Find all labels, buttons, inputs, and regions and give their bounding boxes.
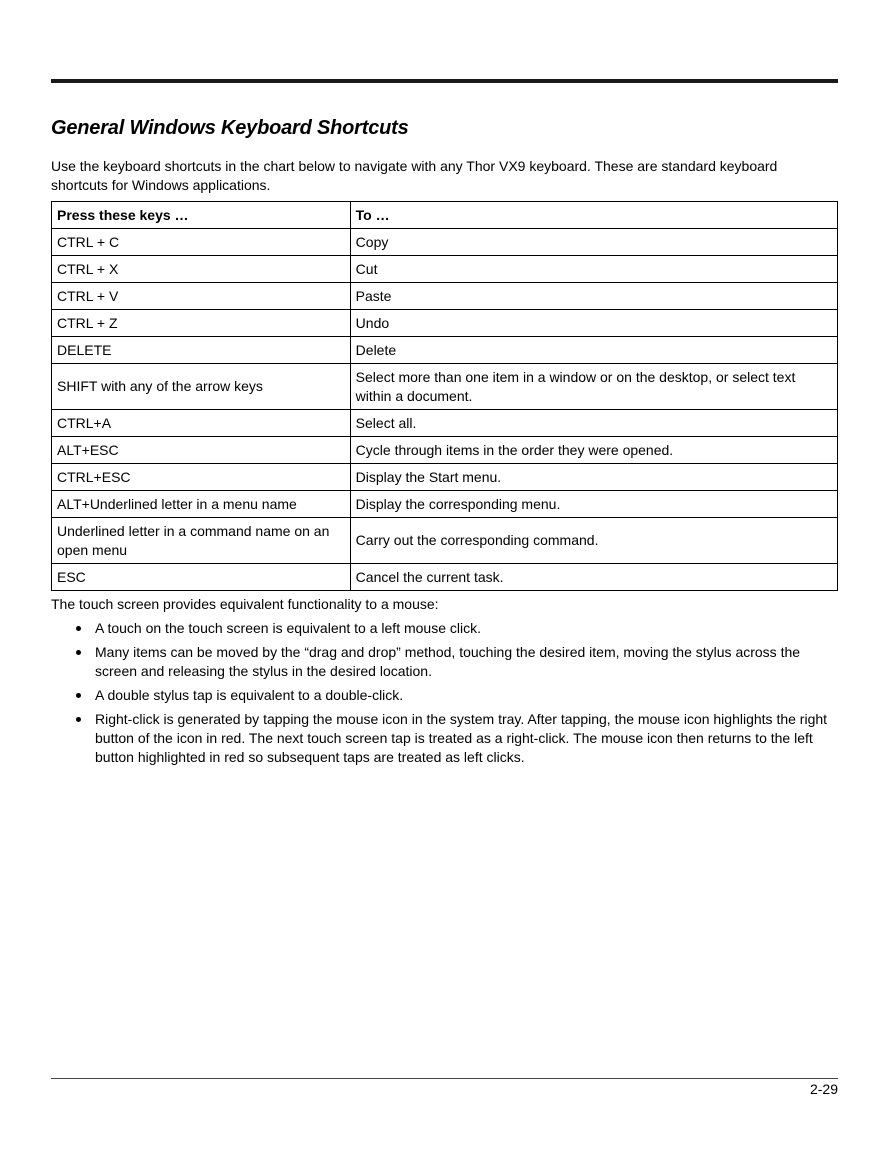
shortcut-action: Undo — [350, 310, 837, 337]
list-item — [51, 619, 838, 638]
list-item-text: A double stylus tap is equivalent to a double-click. — [95, 687, 404, 703]
shortcut-keys: ALT+ESC — [52, 437, 351, 464]
column-header-action: To … — [350, 202, 837, 229]
table-row — [52, 564, 838, 591]
table-row — [52, 229, 838, 256]
intro-paragraph: Use the keyboard shortcuts in the chart below to navigate with any Thor VX9 keyboard. These are standard keyboard shortcuts for Windows applications. — [51, 158, 778, 193]
shortcut-action: Paste — [350, 283, 837, 310]
shortcut-keys: ESC — [52, 564, 351, 591]
shortcut-keys: Underlined letter in a command name on an open menu — [52, 518, 351, 564]
table-row — [52, 491, 838, 518]
column-header-keys: Press these keys … — [52, 202, 351, 229]
shortcut-keys: CTRL+ESC — [52, 464, 351, 491]
table-row — [52, 464, 838, 491]
shortcut-action: Carry out the corresponding command. — [350, 518, 837, 564]
list-item — [51, 686, 838, 705]
list-item — [51, 643, 838, 681]
table-row — [52, 310, 838, 337]
shortcut-keys: SHIFT with any of the arrow keys — [52, 364, 351, 410]
shortcut-action: Display the corresponding menu. — [350, 491, 837, 518]
shortcut-keys: ALT+Underlined letter in a menu name — [52, 491, 351, 518]
bullet-icon — [76, 693, 81, 698]
shortcut-keys: CTRL + Z — [52, 310, 351, 337]
table-row — [52, 283, 838, 310]
shortcut-action: Delete — [350, 337, 837, 364]
table-row — [52, 256, 838, 283]
footer-rule — [51, 1078, 838, 1079]
shortcut-keys: CTRL + C — [52, 229, 351, 256]
section-title: General Windows Keyboard Shortcuts — [51, 117, 409, 139]
bullet-icon — [76, 650, 81, 655]
table-row — [52, 337, 838, 364]
shortcuts-table — [51, 201, 838, 591]
shortcut-keys: CTRL + X — [52, 256, 351, 283]
touch-intro: The touch screen provides equivalent functionality to a mouse: — [51, 596, 439, 612]
list-item-text: Many items can be moved by the “drag and drop” method, touching the desired item, moving the stylus across the screen and releasing the stylus in the desired location. — [95, 644, 801, 679]
bullet-icon — [76, 626, 81, 631]
page-number: 2-29 — [809, 1081, 838, 1097]
shortcut-action: Display the Start menu. — [350, 464, 837, 491]
shortcut-keys: DELETE — [52, 337, 351, 364]
shortcut-action: Copy — [350, 229, 837, 256]
table-row — [52, 437, 838, 464]
list-item-text: A touch on the touch screen is equivalent to a left mouse click. — [95, 620, 481, 636]
bullet-icon — [76, 717, 81, 722]
header-rule — [51, 79, 838, 83]
table-header-row — [52, 202, 838, 229]
shortcut-action: Cycle through items in the order they were opened. — [350, 437, 837, 464]
list-item-text: Right-click is generated by tapping the mouse icon in the system tray. After tapping, the mouse icon highlights the right button of the icon in red. The next touch screen tap is treated as a right-click. The mouse icon then returns to the left button highlighted in red so subsequent taps are treated as left clicks. — [95, 711, 828, 765]
table-row — [52, 518, 838, 564]
shortcut-keys: CTRL+A — [52, 410, 351, 437]
shortcut-action: Select all. — [350, 410, 837, 437]
table-row — [52, 364, 838, 410]
list-item — [51, 710, 838, 767]
shortcut-action: Cancel the current task. — [350, 564, 837, 591]
shortcut-action: Cut — [350, 256, 837, 283]
shortcut-keys: CTRL + V — [52, 283, 351, 310]
shortcut-action: Select more than one item in a window or on the desktop, or select text within a document. — [350, 364, 837, 410]
table-row — [52, 410, 838, 437]
touch-bullet-list — [51, 619, 838, 772]
